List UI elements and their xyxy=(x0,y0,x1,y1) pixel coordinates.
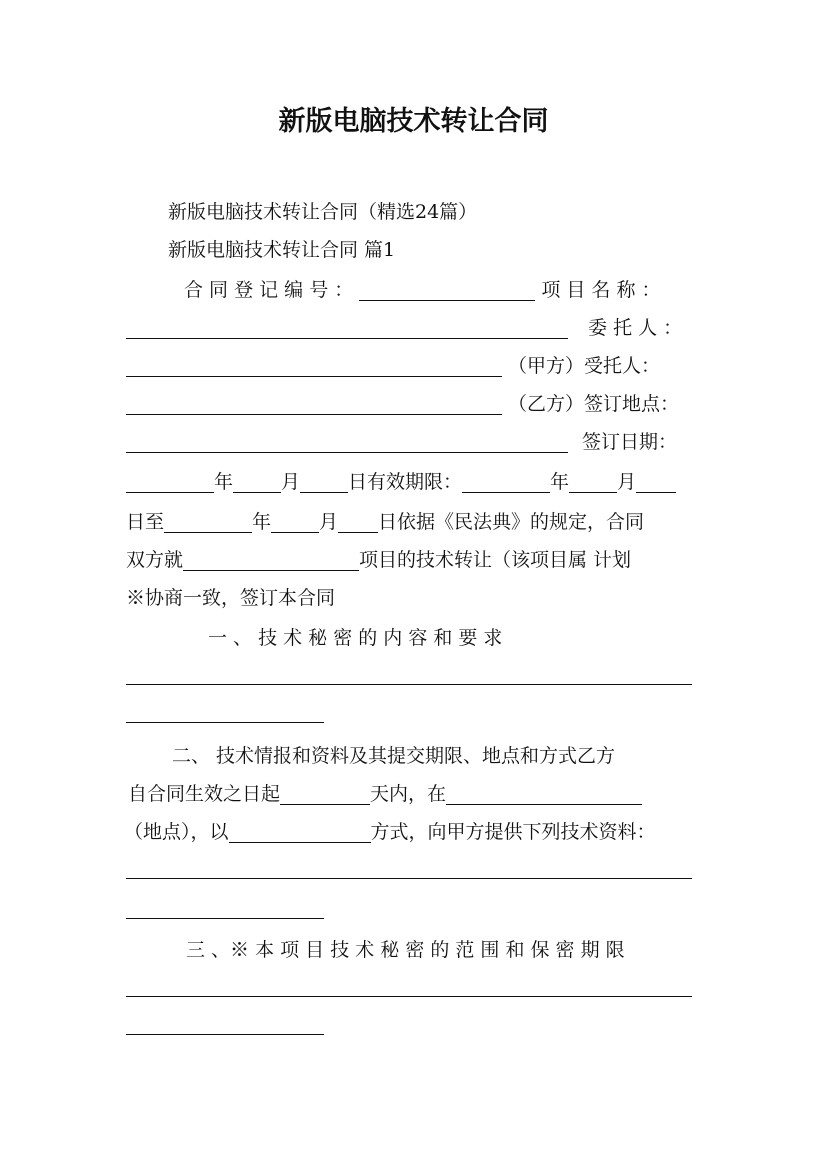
project-name-label: 项 目 名 称 ： xyxy=(541,279,661,301)
effective-date-label: 自合同生效之日起 xyxy=(128,783,281,805)
signing-date-label: 签订日期： xyxy=(582,431,678,453)
signing-place-blank xyxy=(126,430,568,453)
until-label: 日至 xyxy=(126,511,165,533)
month-label: 月 xyxy=(281,471,301,493)
section-1-blank-line-2 xyxy=(126,722,324,723)
both-parties-label: 双方就 xyxy=(126,549,184,571)
month-blank xyxy=(233,470,281,493)
until-day-blank xyxy=(338,510,378,533)
until-month-blank xyxy=(271,510,319,533)
validity-year-blank xyxy=(462,470,550,493)
validity-month-label: 月 xyxy=(617,471,637,493)
section-2-blank-line-2 xyxy=(126,918,324,919)
section-1-blank-line-1 xyxy=(126,684,692,685)
days-within-label: 天内，在 xyxy=(370,783,447,805)
technology-transfer-clause: 项目的技术转让（该项目属 计划 xyxy=(359,549,632,571)
contract-line-1 xyxy=(184,274,702,306)
section-2-blank-line-1 xyxy=(126,878,692,879)
section-2-heading: 二、 技术情报和资料及其提交期限、地点和方式乙方 xyxy=(172,745,616,767)
contract-line-3 xyxy=(126,350,702,382)
principal-label: 委 托 人 ： xyxy=(588,317,683,339)
validity-day-blank xyxy=(636,470,676,493)
section-3-blank-line-2 xyxy=(126,1034,324,1035)
contract-line-2 xyxy=(126,312,702,344)
method-blank xyxy=(229,820,371,843)
section-2-line-3 xyxy=(124,816,700,848)
day-blank xyxy=(300,470,348,493)
contract-line-6 xyxy=(126,466,702,498)
until-month-label: 月 xyxy=(319,511,339,533)
contract-line-5 xyxy=(126,426,702,458)
year-blank xyxy=(126,470,214,493)
document-title: 新版电脑技术转让合同 xyxy=(278,106,549,137)
days-blank xyxy=(280,782,370,805)
until-year-label: 年 xyxy=(252,511,272,533)
trustee-blank xyxy=(126,392,502,415)
year-label: 年 xyxy=(214,471,234,493)
technical-materials-clause: 方式，向甲方提供下列技术资料： xyxy=(370,821,656,843)
section-1-heading: 一 、 技 术 秘 密 的 内 容 和 要 求 xyxy=(208,627,503,649)
contract-line-7 xyxy=(126,506,702,538)
document-subtitle: 新版电脑技术转让合同（精选24篇） xyxy=(168,201,478,223)
section-2-line-2 xyxy=(128,778,704,810)
contract-line-4 xyxy=(126,388,702,420)
validity-month-blank xyxy=(569,470,617,493)
registration-number-label: 合 同 登 记 编 号 ： xyxy=(184,279,354,301)
party-a-trustee-label: （甲方）受托人： xyxy=(508,355,661,377)
contract-line-8 xyxy=(126,544,702,576)
location-blank xyxy=(446,782,642,805)
party-b-signing-place-label: （乙方）签订地点： xyxy=(508,393,680,415)
project-name-blank xyxy=(126,316,568,339)
validity-year-label: 年 xyxy=(550,471,570,493)
section-3-blank-line-1 xyxy=(126,996,692,997)
registration-number-blank xyxy=(359,278,535,301)
until-year-blank xyxy=(164,510,252,533)
article-heading: 新版电脑技术转让合同 篇1 xyxy=(168,239,396,261)
validity-label: 日有效期限： xyxy=(348,471,463,493)
contract-line-9: ※协商一致，签订本合同 xyxy=(126,587,336,609)
principal-blank xyxy=(126,354,502,377)
civil-code-clause: 日依据《民法典》的规定，合同 xyxy=(378,511,645,533)
project-blank xyxy=(183,548,359,571)
location-label: （地点），以 xyxy=(124,821,229,843)
section-3-heading: 三 、※ 本 项 目 技 术 秘 密 的 范 围 和 保 密 期 限 xyxy=(186,939,625,961)
